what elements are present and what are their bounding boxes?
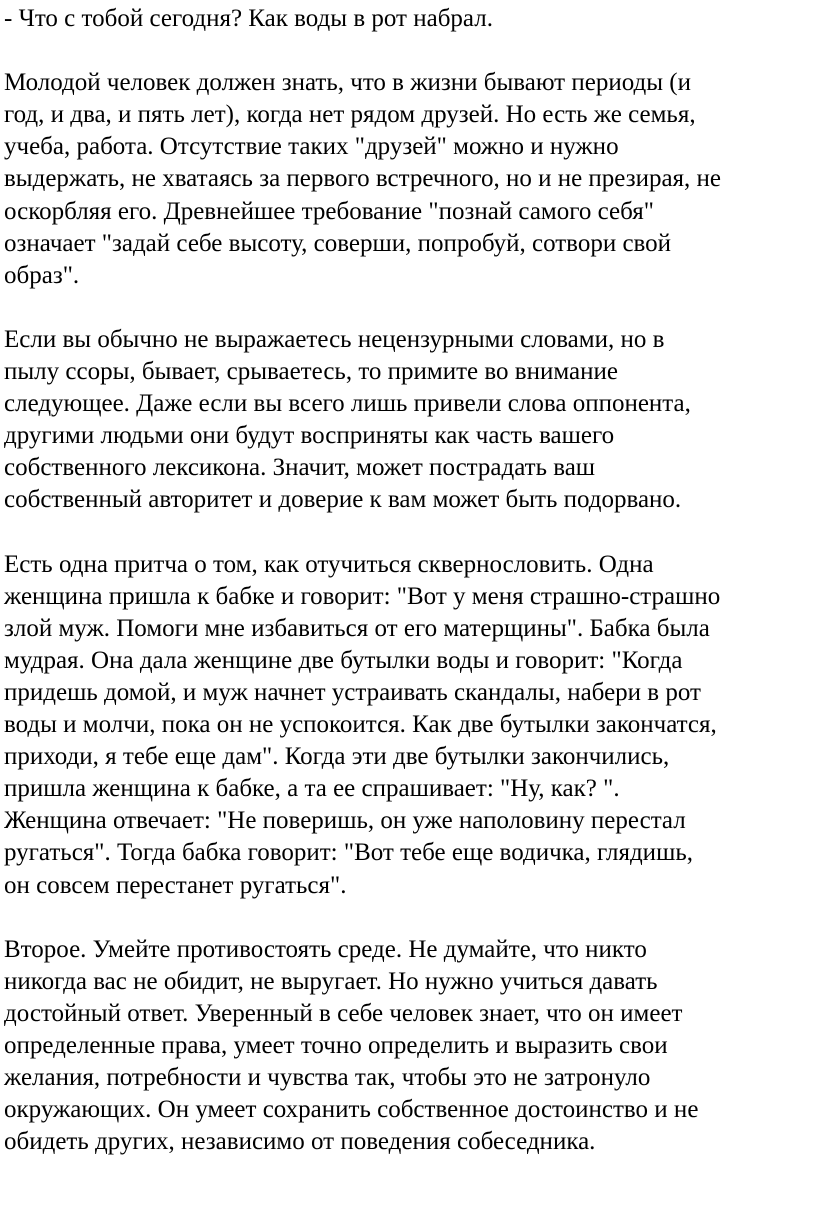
paragraph-swearing: Если вы обычно не выражаетесь нецензурными словами, но в пылу ссоры, бывает, срываетесь, то примите во внимание следующее. Даже если вы всего лишь привели слова оппонента, другими людьми они будут восприняты как часть вашего собственного лексикона. Значит, может пострадать ваш собственный авторитет и доверие к вам может быть подорвано. (4, 325, 691, 514)
paragraph-parable: Есть одна притча о том, как отучиться сквернословить. Одна женщина пришла к бабке и говорит: "Вот у меня страшно-страшно злой муж. Помоги мне избавиться от его матерщины". Бабка была мудрая. Она дала женщине две бутылки воды и говорит: "Когда придешь домой, и муж начнет устраивать скандалы, набери в рот воды и молчи, пока он не успокоится. Как две бутылки закончатся, приходи, я тебе еще дам". Когда эти две бутылки закончились, пришла женщина к бабке, а та ее спрашивает: "Ну, как? ". Женщина отвечает: "Не поверишь, он уже наполовину перестал ругаться". Тогда бабка говорит: "Вот тебе еще водичка, глядишь, он совсем перестанет ругаться". (4, 550, 721, 899)
paragraph-spacer (4, 517, 812, 549)
paragraph-opening-line: - Что с тобой сегодня? Как воды в рот набрал. (4, 5, 493, 32)
paragraph-spacer (4, 902, 812, 934)
paragraph-friends: Молодой человек должен знать, что в жизни бывают периоды (и год, и два, и пять лет), когда нет рядом друзей. Но есть же семья, учеба, работа. Отсутствие таких "друзей" можно и нужно выдержать, не хватаясь за первого встречного, но и не презирая, не оскорбляя его. Древнейшее требование "познай самого себя" означает "задай себе высоту, соверши, попробуй, сотвори свой образ". (4, 69, 722, 289)
paragraph-spacer (4, 35, 812, 67)
paragraph-second-point: Второе. Умейте противостоять среде. Не думайте, что никто никогда вас не обидит, не выругает. Но нужно учиться давать достойный ответ. Уверенный в себе человек знает, что он имеет определенные права, умеет точно определить и выразить свои желания, потребности и чувства так, чтобы это не затронуло окружающих. Он умеет сохранить собственное достоинство и не обидеть других, независимо от поведения собеседника. (4, 935, 699, 1156)
paragraph-spacer (4, 292, 812, 324)
